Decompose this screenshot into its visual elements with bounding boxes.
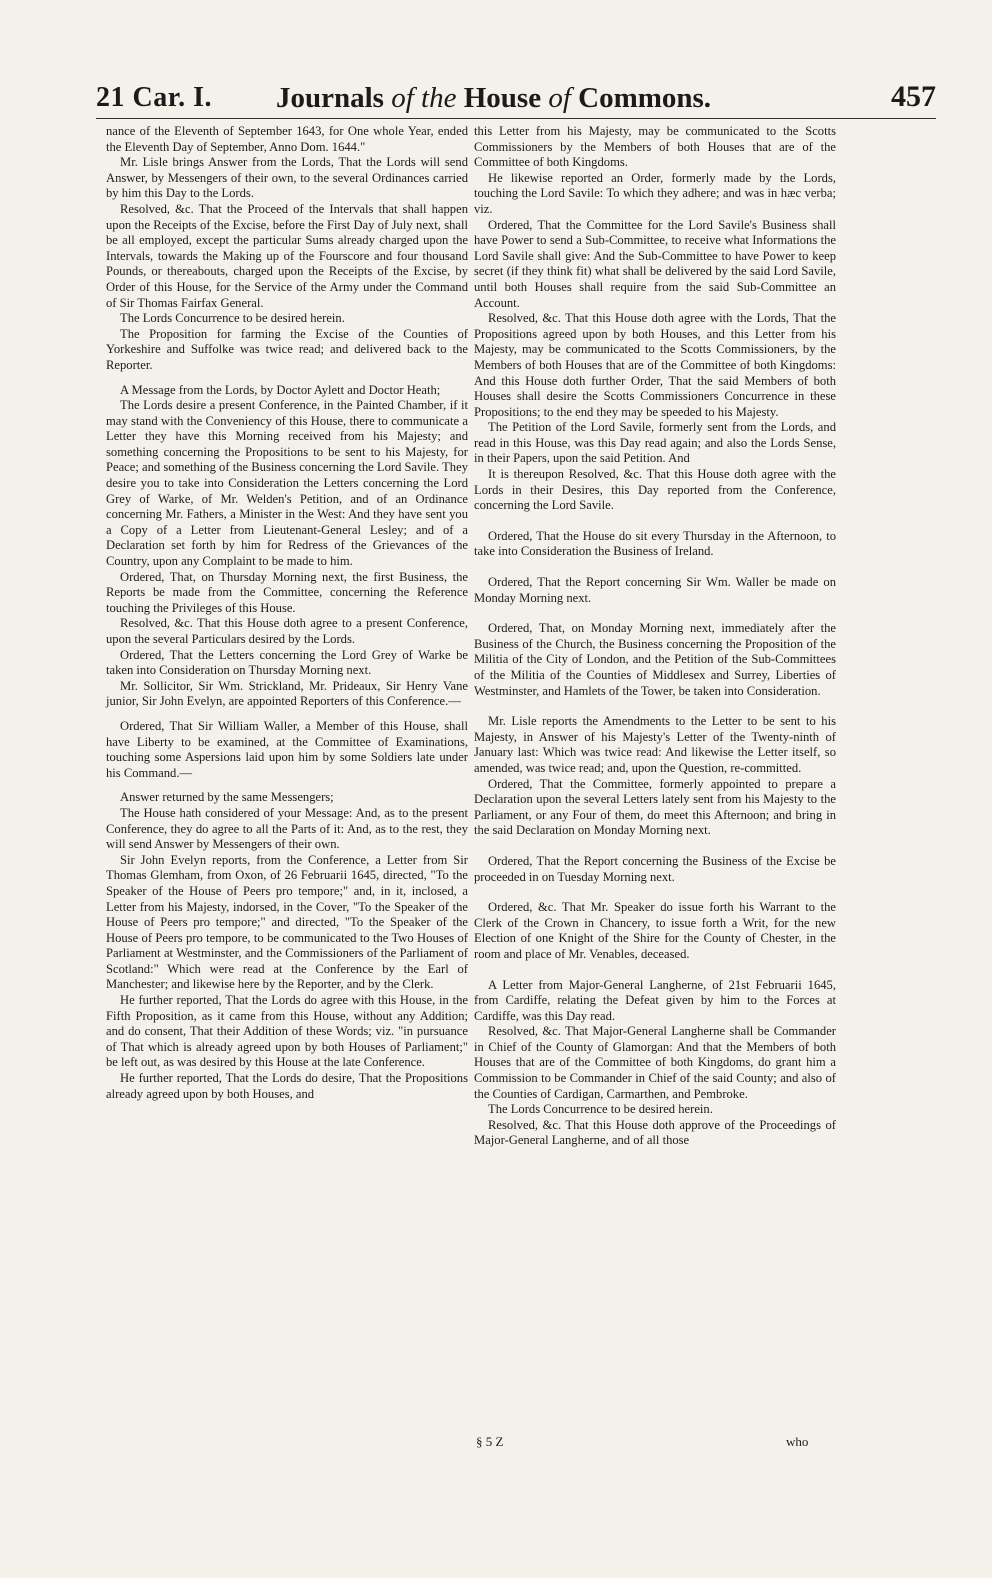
signature-mark: § 5 Z [476, 1434, 504, 1449]
paragraph: He likewise reported an Order, formerly made by the Lords, touching the Lord Savile: To which they adhere; and was in hæc verba; viz. [474, 170, 836, 216]
paragraph: He further reported, That the Lords do desire, That the Propositions already agreed upon by both Houses, and [106, 1071, 468, 1101]
paragraph: He further reported, That the Lords do agree with this House, in the Fifth Proposition, as it came from this House, without any Addition; and do consent, That their Addition of these Words; viz. "in pursuance of That which is already agreed upon by both Houses of Parliament;" be left out, as was desired by this House at the late Conference. [106, 993, 468, 1070]
paragraph: Ordered, That the Committee for the Lord Savile's Business shall have Power to send a Sub-Committee, to receive what Informations the Lord Savile shall give: And the Sub-Committee to have Power to keep secret (if they think fit) what shall be delivered by the said Lord Savile, until both Houses shall require from the said Sub-Committee an Account. [474, 217, 836, 310]
paragraph: The Petition of the Lord Savile, formerly sent from the Lords, and read in this House, was this Day read again; and also the Lords Sense, in their Papers, upon the said Petition. And [474, 420, 836, 466]
paragraph: Ordered, &c. That Mr. Speaker do issue forth his Warrant to the Clerk of the Crown in Chancery, to issue forth a Writ, for the new Election of one Knight of the Shire for the County of Chester, in the room and place of Mr. Venables, deceased. [474, 900, 836, 961]
paragraph: Resolved, &c. That the Proceed of the Intervals that shall happen upon the Receipts of the Excise, before the First Day of July next, shall be all employed, except the particular Sums already charged upon the Intervals, towards the Making up of the Fourscore and four thousand Pounds, or thereabouts, charged upon the Receipts of the Excise, by Order of this House, for the Service of the Army under the Command of Sir Thomas Fairfax General. [106, 201, 468, 310]
paragraph: The Lords desire a present Conference, in the Painted Chamber, if it may stand with the Conveniency of this House, there to communicate a Letter they have this Morning received from his Majesty; and something concerning the Propositions to be sent to his Majesty, for Peace; and something of the Business concerning the Lord Savile. They desire you to take into Consideration the Letters concerning the Lord Grey of Warke, of Mr. Welden's Petition, and of an Ordinance concerning Mr. Fathers, a Minister in the West: And they have sent you a Copy of a Letter from Lieutenant-General Lesley; and of a Declaration set forth by him for Redress of the Grievances of the Country, upon any Complaint to be made to him. [106, 398, 468, 569]
paragraph: A Letter from Major-General Langherne, of 21st Februarii 1645, from Cardiffe, relating the Defeat given by him to the Forces at Cardiffe, was this Day read. [474, 977, 836, 1023]
paragraph: Mr. Lisle reports the Amendments to the Letter to be sent to his Majesty, in Answer of his Majesty's Letter of the Twenty-ninth of January last: Which was twice read: And likewise the Letter itself, so amended, was twice read; and, upon the Question, re-committed. [474, 714, 836, 775]
paragraph: Mr. Lisle brings Answer from the Lords, That the Lords will send Answer, by Messengers of their own, to the several Ordinances carried by him this Day to the Lords. [106, 155, 468, 201]
journal-title [276, 82, 711, 115]
title-part: of the [391, 82, 457, 114]
paragraph: Resolved, &c. That this House doth agree to a present Conference, upon the several Particulars desired by the Lords. [106, 616, 468, 646]
paragraph: nance of the Eleventh of September 1643, for One whole Year, ended the Eleventh Day of September, Anno Dom. 1644." [106, 124, 468, 154]
paragraph: Ordered, That the House do sit every Thursday in the Afternoon, to take into Consideration the Business of Ireland. [474, 528, 836, 559]
paragraph: The Proposition for farming the Excise of the Counties of Yorkeshire and Suffolke was twice read; and delivered back to the Reporter. [106, 326, 468, 372]
title-part: House [456, 82, 549, 114]
paragraph: Ordered, That, on Thursday Morning next, the first Business, the Reports be made from the Committee, concerning the Reference touching the Privileges of this House. [106, 569, 468, 615]
paragraph: Resolved, &c. That this House doth agree with the Lords, That the Propositions agreed upon by both Houses, and this Letter from his Majesty, may be communicated to the Scotts Commissioners, by the Members of both Houses that are of the Committee of both Kingdoms: And this House doth further Order, That the said Members of both Houses shall desire the Scotts Commissioners Concurrence in these Propositions; to the end they may be speeded to his Majesty. [474, 311, 836, 419]
paragraph: Resolved, &c. That this House doth approve of the Proceedings of Major-General Langherne, and of all those [474, 1117, 836, 1148]
paragraph: The Lords Concurrence to be desired herein. [488, 1102, 713, 1117]
reign-label: 21 Car. I. [96, 82, 212, 113]
paragraph: Sir John Evelyn reports, from the Conference, a Letter from Sir Thomas Glemham, from Oxon, of 26 Februarii 1645, directed, "To the Speaker of the House of Peers pro tempore;" and, in it, inclosed, a Letter from his Majesty, indorsed, in the Cover, "To the Speaker of the House of Peers pro tempore;" and directed, "To the Speaker of the House of Peers pro tempore, to be communicated to the Two Houses of Parliament at Westminster, and the Commissioners of the Parliament of Scotland:" Which were read at the Conference by the Earl of Manchester; and likewise here by the Reporter, and by the Clerk. [106, 852, 468, 992]
paragraph: Mr. Sollicitor, Sir Wm. Strickland, Mr. Prideaux, Sir Henry Vane junior, Sir John Evelyn, are appointed Reporters of this Conference.— [106, 678, 468, 709]
paragraph: A Message from the Lords, by Doctor Aylett and Doctor Heath; [120, 382, 441, 397]
right-column [474, 124, 836, 1149]
paragraph: Ordered, That the Report concerning Sir Wm. Waller be made on Monday Morning next. [474, 575, 836, 605]
paragraph: It is thereupon Resolved, &c. That this House doth agree with the Lords in their Desires, this Day reported from the Conference, concerning the Lord Savile. [474, 467, 836, 513]
page-number: 457 [891, 80, 936, 113]
paragraph: Ordered, That the Committee, formerly appointed to prepare a Declaration upon the several Letters lately sent from his Majesty to the Parliament, or any Four of them, do meet this Afternoon; and bring in the said Declaration on Monday Morning next. [474, 776, 836, 838]
left-column [106, 124, 468, 1102]
paragraph: Resolved, &c. That Major-General Langherne shall be Commander in Chief of the County of Glamorgan: And that the Members of both Houses that are of the Committee of both Kingdoms, do grant him a Commission to be Commander in Chief of the said County; and also of the Counties of Cardigan, Carmarthen, and Pembroke. [474, 1024, 836, 1101]
paragraph: Ordered, That Sir William Waller, a Member of this House, shall have Liberty to be examined, at the Committee of Examinations, touching some Aspersions laid upon him by some Soldiers late under his Command.— [106, 718, 468, 780]
paragraph: Answer returned by the same Messengers; [120, 790, 334, 805]
paragraph: this Letter from his Majesty, may be communicated to the Scotts Commissioners by the Members of both Houses that are of the Committee of both Kingdoms. [474, 124, 836, 170]
title-part: of [548, 82, 571, 114]
paragraph: The Lords Concurrence to be desired herein. [120, 311, 345, 326]
title-part: Journals [276, 82, 392, 114]
catchword: who [786, 1434, 809, 1449]
header-rule [96, 118, 936, 119]
paragraph: Ordered, That the Report concerning the Business of the Excise be proceeded in on Tuesday Morning next. [474, 853, 836, 884]
title-part: Commons. [570, 82, 712, 114]
page-header [96, 74, 936, 120]
paragraph: Ordered, That the Letters concerning the Lord Grey of Warke be taken into Consideration on Thursday Morning next. [106, 647, 468, 678]
paragraph: The House hath considered of your Message: And, as to the present Conference, they do agree to all the Parts of it: And, as to the rest, they will send Answer by Messengers of their own. [106, 805, 468, 852]
paragraph: Ordered, That, on Monday Morning next, immediately after the Business of the Church, the Business concerning the Proposition of the Militia of the City of London, and the Petition of the Sub-Committees of the Militia of the Counties of Middlesex and Surrey, Liberties of Westminster, and Hamlets of the Tower, be taken into Consideration. [474, 621, 836, 698]
